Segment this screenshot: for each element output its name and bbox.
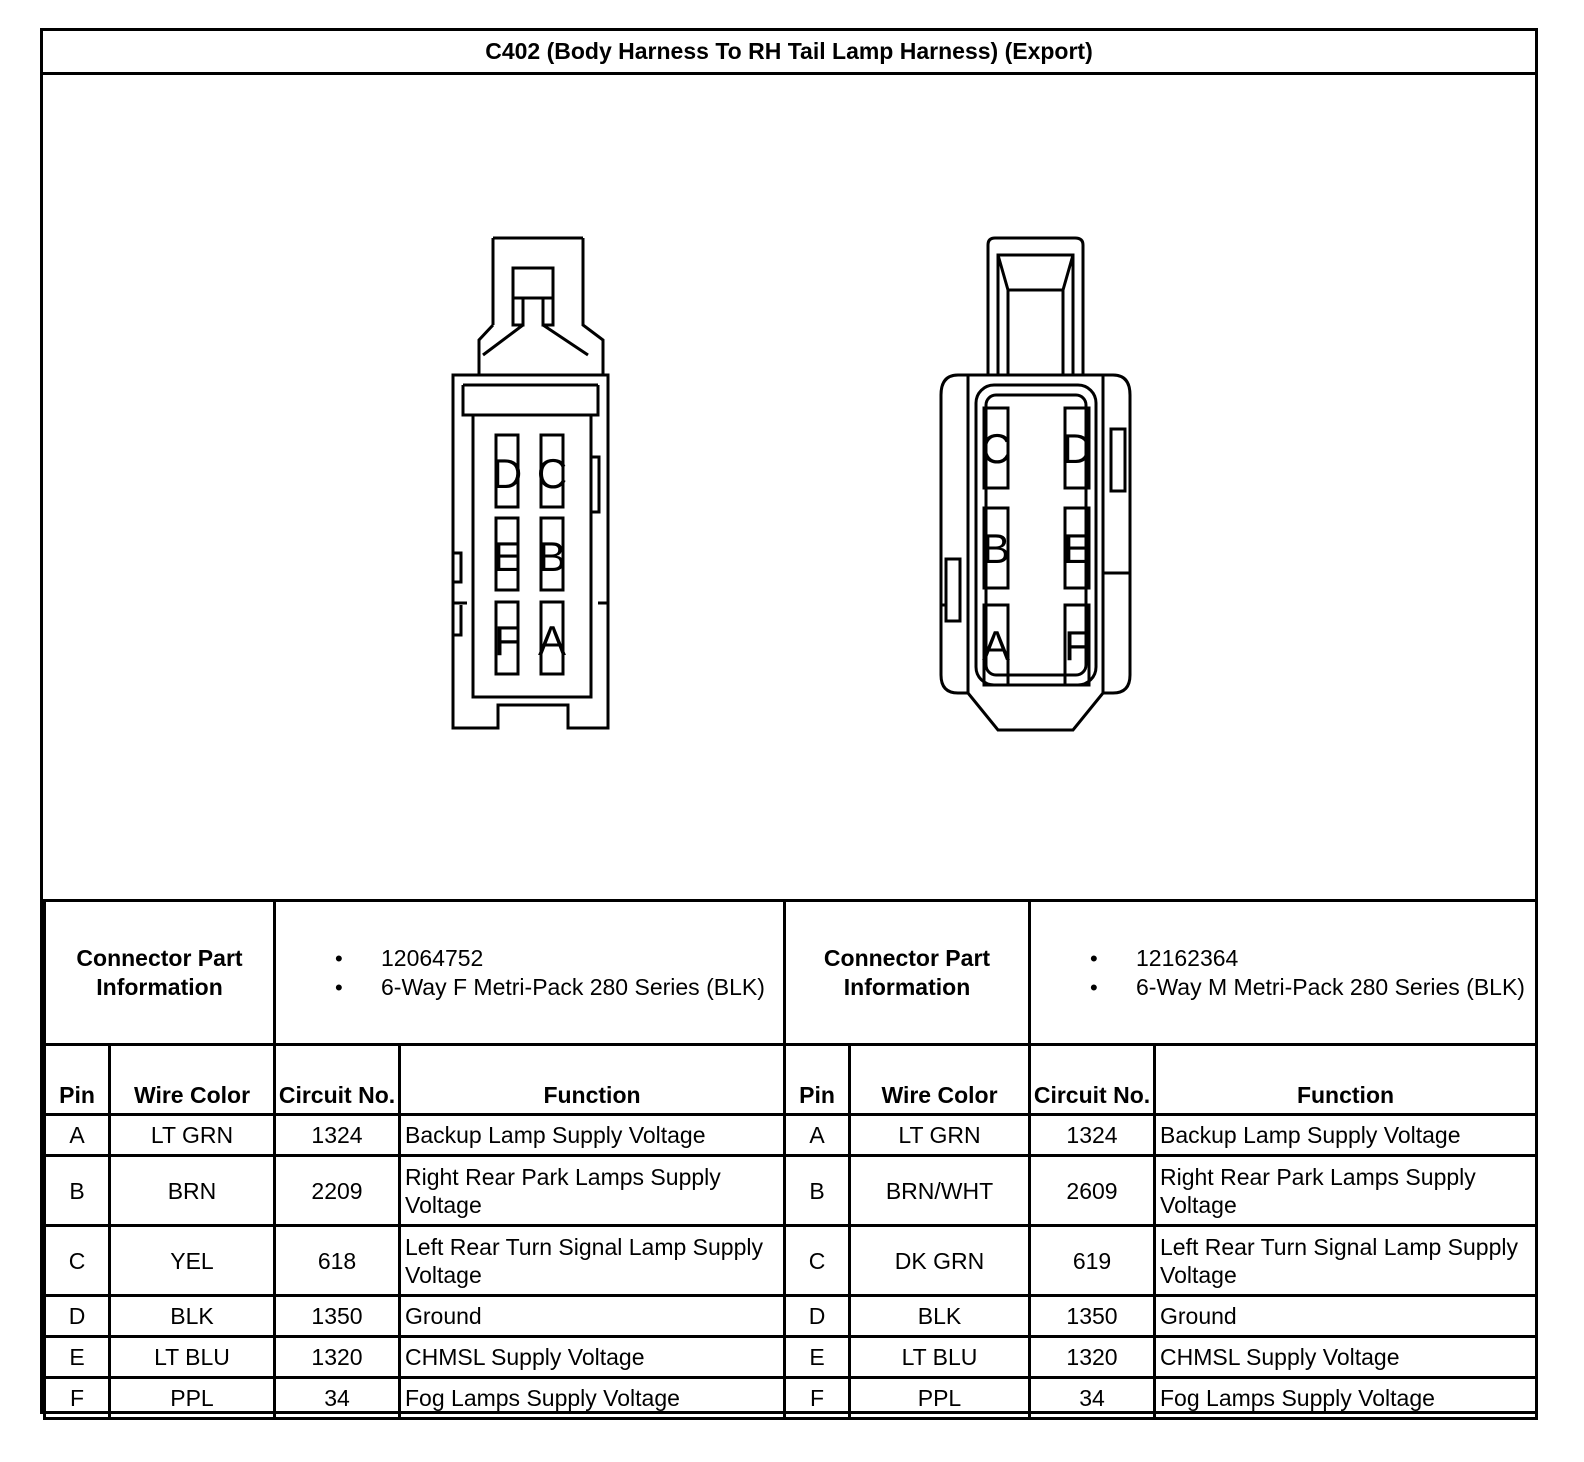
table-row bbox=[45, 1378, 1537, 1419]
wire-color-cell: LT BLU bbox=[850, 1337, 1030, 1378]
wire-color-cell: BRN/WHT bbox=[850, 1156, 1030, 1226]
pinout-table bbox=[43, 1043, 1538, 1420]
connector-part-info-label: Connector Part Information bbox=[785, 901, 1030, 1045]
function-cell: CHMSL Supply Voltage bbox=[400, 1337, 785, 1378]
circuit-cell: 34 bbox=[1030, 1378, 1155, 1419]
page-title: C402 (Body Harness To RH Tail Lamp Harness) (Export) bbox=[43, 31, 1535, 75]
pin-label: D bbox=[491, 450, 523, 497]
circuit-cell: 2609 bbox=[1030, 1156, 1155, 1226]
wire-color-cell: LT BLU bbox=[110, 1337, 275, 1378]
pin-header: Pin bbox=[45, 1045, 110, 1115]
pin-label: E bbox=[492, 533, 522, 580]
wire-color-cell: DK GRN bbox=[850, 1226, 1030, 1296]
pin-cell: A bbox=[785, 1115, 850, 1156]
pin-label: D bbox=[1061, 425, 1093, 472]
connector-sheet bbox=[40, 28, 1538, 1414]
part-description: • 6-Way F Metri-Pack 280 Series (BLK) bbox=[277, 973, 782, 1002]
function-cell: CHMSL Supply Voltage bbox=[1155, 1337, 1537, 1378]
connector-part-info bbox=[275, 901, 785, 1045]
wire-color-header: Wire Color bbox=[110, 1045, 275, 1115]
circuit-cell: 34 bbox=[275, 1378, 400, 1419]
function-cell: Backup Lamp Supply Voltage bbox=[400, 1115, 785, 1156]
circuit-cell: 619 bbox=[1030, 1226, 1155, 1296]
function-cell: Right Rear Park Lamps Supply Voltage bbox=[1155, 1156, 1537, 1226]
connector-part-info-label: Connector Part Information bbox=[45, 901, 275, 1045]
function-cell: Ground bbox=[400, 1296, 785, 1337]
function-header: Function bbox=[1155, 1045, 1537, 1115]
function-cell: Left Rear Turn Signal Lamp Supply Voltage bbox=[1155, 1226, 1537, 1296]
circuit-cell: 1350 bbox=[275, 1296, 400, 1337]
circuit-cell: 1324 bbox=[275, 1115, 400, 1156]
pin-cell: D bbox=[785, 1296, 850, 1337]
circuit-cell: 1324 bbox=[1030, 1115, 1155, 1156]
female-connector-drawing bbox=[453, 238, 608, 728]
pin-cell: E bbox=[785, 1337, 850, 1378]
circuit-cell: 618 bbox=[275, 1226, 400, 1296]
circuit-header: Circuit No. bbox=[275, 1045, 400, 1115]
pin-cell: C bbox=[785, 1226, 850, 1296]
connector-diagram-area bbox=[43, 75, 1535, 899]
pin-cell: B bbox=[45, 1156, 110, 1226]
function-cell: Fog Lamps Supply Voltage bbox=[400, 1378, 785, 1419]
part-number: • 12064752 bbox=[277, 944, 782, 973]
pin-cell: F bbox=[785, 1378, 850, 1419]
wire-color-cell: LT GRN bbox=[850, 1115, 1030, 1156]
pin-label: B bbox=[537, 533, 567, 580]
function-cell: Backup Lamp Supply Voltage bbox=[1155, 1115, 1537, 1156]
pin-label: C bbox=[536, 450, 568, 497]
table-row bbox=[45, 1296, 1537, 1337]
pin-label: A bbox=[537, 617, 567, 664]
wire-color-cell: PPL bbox=[110, 1378, 275, 1419]
circuit-header: Circuit No. bbox=[1030, 1045, 1155, 1115]
pin-cell: A bbox=[45, 1115, 110, 1156]
pin-header: Pin bbox=[785, 1045, 850, 1115]
pin-label: A bbox=[981, 622, 1011, 669]
function-cell: Left Rear Turn Signal Lamp Supply Voltage bbox=[400, 1226, 785, 1296]
function-cell: Fog Lamps Supply Voltage bbox=[1155, 1378, 1537, 1419]
wire-color-cell: BLK bbox=[110, 1296, 275, 1337]
connector-part-info bbox=[1030, 901, 1537, 1045]
wire-color-cell: PPL bbox=[850, 1378, 1030, 1419]
table-row bbox=[45, 1115, 1537, 1156]
part-description: • 6-Way M Metri-Pack 280 Series (BLK) bbox=[1032, 973, 1534, 1002]
table-row bbox=[45, 1156, 1537, 1226]
wire-color-cell: BRN bbox=[110, 1156, 275, 1226]
function-cell: Ground bbox=[1155, 1296, 1537, 1337]
wire-color-cell: YEL bbox=[110, 1226, 275, 1296]
male-connector-drawing bbox=[941, 238, 1130, 730]
pin-label: F bbox=[494, 617, 520, 664]
pin-label: F bbox=[1064, 622, 1090, 669]
pin-label: E bbox=[1062, 525, 1092, 572]
connector-info-table bbox=[43, 899, 1538, 1046]
pin-cell: F bbox=[45, 1378, 110, 1419]
circuit-cell: 1350 bbox=[1030, 1296, 1155, 1337]
part-number: • 12162364 bbox=[1032, 944, 1534, 973]
pin-label: B bbox=[981, 525, 1011, 572]
pin-cell: D bbox=[45, 1296, 110, 1337]
connector-drawings bbox=[43, 75, 1535, 899]
pin-cell: B bbox=[785, 1156, 850, 1226]
pin-cell: C bbox=[45, 1226, 110, 1296]
table-row bbox=[45, 1337, 1537, 1378]
wire-color-cell: LT GRN bbox=[110, 1115, 275, 1156]
function-header: Function bbox=[400, 1045, 785, 1115]
pin-label: C bbox=[980, 425, 1012, 472]
circuit-cell: 1320 bbox=[275, 1337, 400, 1378]
pin-cell: E bbox=[45, 1337, 110, 1378]
wire-color-header: Wire Color bbox=[850, 1045, 1030, 1115]
circuit-cell: 2209 bbox=[275, 1156, 400, 1226]
circuit-cell: 1320 bbox=[1030, 1337, 1155, 1378]
wire-color-cell: BLK bbox=[850, 1296, 1030, 1337]
function-cell: Right Rear Park Lamps Supply Voltage bbox=[400, 1156, 785, 1226]
table-row bbox=[45, 1226, 1537, 1296]
